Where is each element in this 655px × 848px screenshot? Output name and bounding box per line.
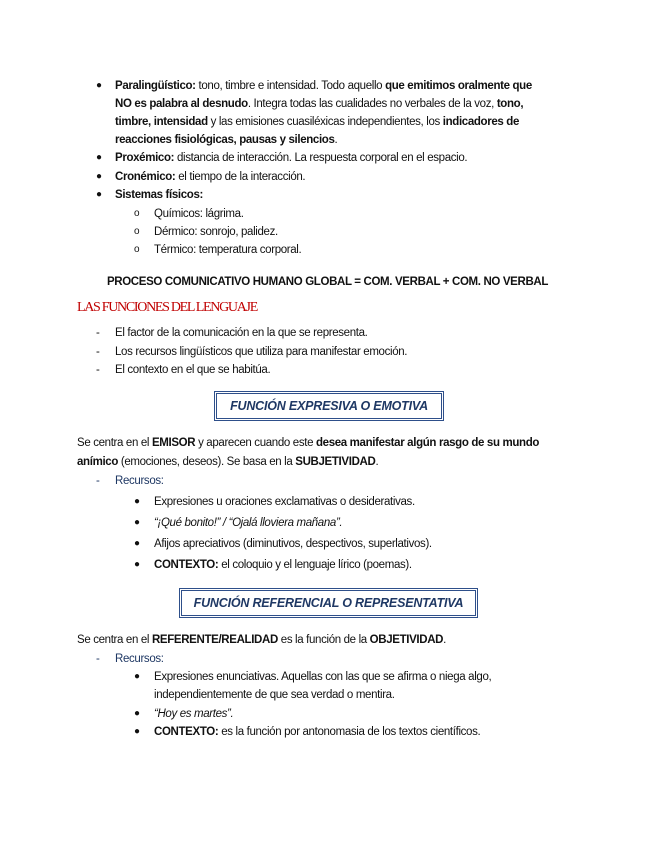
paralinguistico-line-4 — [115, 131, 337, 149]
circle-bullet: o — [134, 226, 140, 237]
subitem-quimicos: Químicos: lágrima. — [154, 208, 244, 220]
bullet-dot: ● — [134, 496, 140, 507]
expresiva-item: Expresiones u oraciones exclamativas o desiderativas. — [154, 496, 415, 508]
bold-text: SUBJETIVIDAD — [295, 456, 376, 468]
bullet-dot: ● — [134, 538, 140, 549]
bullet-dot: ● — [96, 171, 102, 182]
term-paralinguistico: Paralingüístico: — [115, 80, 196, 92]
dash-bullet: - — [96, 346, 100, 358]
bullet-dot: ● — [134, 708, 140, 719]
bold-text: que emitimos oralmente que — [385, 80, 532, 92]
bold-text: reacciones fisiológicas, pausas y silencios — [115, 134, 335, 146]
text: el coloquio y el lenguaje lírico (poemas). — [221, 559, 412, 571]
text: es la función de la — [277, 634, 370, 646]
cronemico-line — [115, 168, 305, 186]
dash-bullet: - — [96, 364, 100, 376]
bold-text: desea manifestar algún rasgo de su mundo — [315, 437, 540, 449]
context-label: CONTEXTO: — [154, 726, 219, 738]
subitem-dermico: Dérmico: sonrojo, palidez. — [154, 226, 278, 238]
criteria-item: Los recursos lingüísticos que utiliza para manifestar emoción. — [115, 346, 408, 358]
text: Se centra en el — [77, 437, 152, 449]
bullet-dot: ● — [96, 189, 102, 200]
expresiva-paragraph-line-2 — [77, 453, 378, 471]
bullet-dot: ● — [96, 152, 102, 163]
criteria-item: El contexto en el que se habitúa. — [115, 364, 271, 376]
expresiva-recursos-label: Recursos: — [115, 475, 164, 487]
expresiva-title-box — [216, 393, 442, 419]
text: tono, timbre e intensidad. Todo aquello — [195, 80, 386, 92]
bold-text: OBJETIVIDAD — [369, 634, 444, 646]
term-cronemico: Cronémico: — [115, 171, 176, 183]
text: (emociones, deseos). Se basa en la — [118, 456, 296, 468]
expresiva-title: FUNCIÓN EXPRESIVA O EMOTIVA — [230, 399, 428, 413]
text: el tiempo de la interacción. — [175, 171, 306, 183]
expresiva-paragraph-line-1 — [77, 434, 539, 452]
bold-text: REFERENTE/REALIDAD — [151, 634, 278, 646]
text: y las emisiones cuasiléxicas independientes, los — [207, 116, 443, 128]
subitem-termico: Térmico: temperatura corporal. — [154, 244, 302, 256]
referencial-recursos-label: Recursos: — [115, 653, 164, 665]
term-sistemas-fisicos: Sistemas físicos: — [115, 189, 204, 201]
bold-text: NO es palabra al desnudo — [115, 98, 248, 110]
referencial-item-example — [154, 705, 233, 723]
criteria-item: El factor de la comunicación en la que se representa. — [115, 327, 368, 339]
text: es la función por antonomasia de los textos científicos. — [221, 726, 481, 738]
circle-bullet: o — [134, 244, 140, 255]
paralinguistico-line-2 — [115, 95, 523, 113]
text: . — [375, 456, 379, 468]
text: distancia de interacción. La respuesta corporal en el espacio. — [174, 152, 468, 164]
text: . — [334, 134, 338, 146]
context-label: CONTEXTO: — [154, 559, 219, 571]
expresiva-item: Afijos apreciativos (diminutivos, despectivos, superlativos). — [154, 538, 432, 550]
referencial-title-box — [181, 590, 476, 616]
bold-text: anímico — [77, 456, 119, 468]
bullet-dot: ● — [134, 726, 140, 737]
paralinguistico-line-3 — [115, 113, 519, 131]
bullet-dot: ● — [134, 517, 140, 528]
text: y aparecen cuando este — [195, 437, 316, 449]
referencial-item-context — [154, 723, 480, 741]
sistemas-fisicos-line — [115, 186, 203, 204]
referencial-title: FUNCIÓN REFERENCIAL O REPRESENTATIVA — [193, 596, 464, 610]
example-text: “Hoy es martes”. — [154, 708, 234, 720]
formula-heading: PROCESO COMUNICATIVO HUMANO GLOBAL = COM. VERBAL + COM. NO VERBAL — [106, 276, 549, 288]
expresiva-item-example — [154, 514, 342, 532]
referencial-paragraph — [77, 631, 446, 649]
bullet-dot: ● — [134, 559, 140, 570]
bullet-dot: ● — [134, 671, 140, 682]
section-title: LAS FUNCIONES DEL LENGUAJE — [77, 300, 257, 315]
paralinguistico-line-1 — [115, 77, 532, 95]
term-proxemico: Proxémico: — [115, 152, 175, 164]
text: . Integra todas las cualidades no verbales de la voz, — [247, 98, 497, 110]
referencial-item-line-1: Expresiones enunciativas. Aquellas con las que se afirma o niega algo, — [154, 671, 492, 683]
proxemico-line — [115, 149, 467, 167]
expresiva-item-context — [154, 556, 412, 574]
text: . — [443, 634, 446, 646]
bold-text: timbre, intensidad — [115, 116, 208, 128]
bold-text: indicadores de — [442, 116, 520, 128]
dash-bullet: - — [96, 475, 100, 487]
bold-text: tono, — [496, 98, 524, 110]
text: Se centra en el — [77, 634, 152, 646]
dash-bullet: - — [96, 327, 100, 339]
bullet-dot: ● — [96, 80, 102, 91]
circle-bullet: o — [134, 208, 140, 219]
referencial-item-line-2: independientemente de que sea verdad o mentira. — [154, 689, 395, 701]
bold-text: EMISOR — [151, 437, 196, 449]
dash-bullet: - — [96, 653, 100, 665]
example-text: “¡Qué bonito!” / “Ojalá lloviera mañana”. — [154, 517, 343, 529]
